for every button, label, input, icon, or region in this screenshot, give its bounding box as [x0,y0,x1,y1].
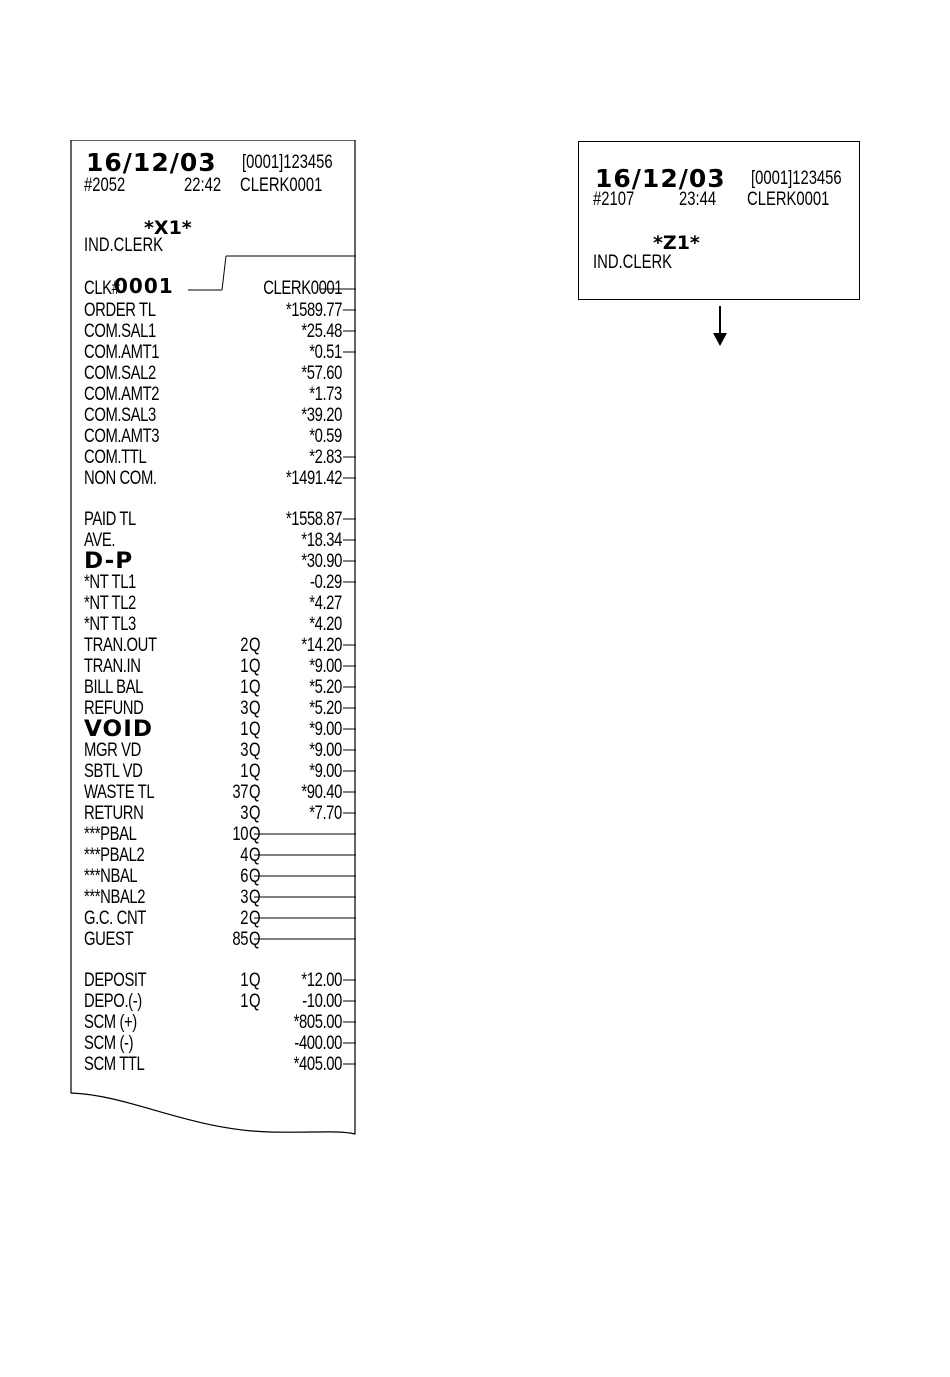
row-amount: *25.48 [301,321,342,342]
row-label: ORDER TL [84,300,156,321]
row-count: 3 [240,887,248,908]
row-label: COM.SAL2 [84,363,156,384]
row-label: COM.SAL3 [84,405,156,426]
row-count: 3 [240,803,248,824]
x-report-receipt [70,140,356,1140]
row-count: 6 [240,866,248,887]
row-label: WASTE TL [84,782,155,803]
row-label: REFUND [84,698,144,719]
row-count: 1 [240,677,248,698]
row-label: SBTL VD [84,761,143,782]
row-count: 1 [240,761,248,782]
row-count: 1 [240,970,248,991]
row-amount: *4.27 [309,593,342,614]
row-amount: *57.60 [301,363,342,384]
row-quantity-unit: Q [249,761,261,782]
row-label: ***PBAL2 [84,845,145,866]
clerk-name: CLERK0001 [240,175,323,196]
row-count: 1 [240,991,248,1012]
row-amount: *1491.42 [285,468,342,489]
row-amount: *18.34 [301,530,342,551]
row-quantity-unit: Q [249,887,261,908]
row-amount: *405.00 [293,1054,342,1075]
row-label: DEPOSIT [84,970,147,991]
row-amount: *90.40 [301,782,342,803]
row-label: TRAN.IN [84,656,141,677]
row-label: ***PBAL [84,824,137,845]
row-quantity-unit: Q [249,719,261,740]
row-label: *NT TL3 [84,614,136,635]
row-quantity-unit: Q [249,656,261,677]
row-label: TRAN.OUT [84,635,157,656]
row-amount: -400.00 [294,1033,342,1054]
row-count: 3 [240,740,248,761]
receipt-time: 22:42 [184,175,222,196]
row-count: 37 [232,782,248,803]
row-label: D-P [84,549,134,574]
row-label: SCM (+) [84,1012,137,1033]
row-amount: *1.73 [309,384,342,405]
report-name: IND.CLERK [84,235,164,256]
clerk-name-row: CLERK0001 [263,278,342,299]
row-amount: *4.20 [309,614,342,635]
row-amount: *30.90 [301,551,342,572]
row-label: VOID [84,717,154,742]
z-clerk-name: CLERK0001 [747,189,830,210]
row-label: COM.AMT2 [84,384,160,405]
row-count: 85 [232,929,248,950]
row-quantity-unit: Q [249,782,261,803]
row-quantity-unit: Q [249,635,261,656]
consecutive-number: #2052 [84,175,126,196]
row-count: 2 [240,635,248,656]
row-quantity-unit: Q [249,698,261,719]
row-amount: *9.00 [309,761,342,782]
row-amount: *2.83 [309,447,342,468]
row-quantity-unit: Q [249,908,261,929]
row-amount: *0.51 [309,342,342,363]
row-amount: *0.59 [309,426,342,447]
row-label: BILL BAL [84,677,143,698]
row-label: *NT TL1 [84,572,136,593]
down-arrow-icon [708,306,732,348]
row-quantity-unit: Q [249,929,261,950]
row-amount: *1558.87 [285,509,342,530]
row-amount: *5.20 [309,677,342,698]
row-amount: *9.00 [309,656,342,677]
row-quantity-unit: Q [249,970,261,991]
row-label: DEPO.(-) [84,991,142,1012]
row-quantity-unit: Q [249,677,261,698]
z-report-name: IND.CLERK [593,252,673,273]
row-quantity-unit: Q [249,845,261,866]
row-count: 3 [240,698,248,719]
row-amount: -0.29 [310,572,342,593]
row-amount: *5.20 [309,698,342,719]
row-label: SCM TTL [84,1054,145,1075]
row-amount: *14.20 [301,635,342,656]
row-count: 2 [240,908,248,929]
row-count: 4 [240,845,248,866]
row-label: COM.TTL [84,447,147,468]
row-label: AVE. [84,530,116,551]
row-label: SCM (-) [84,1033,134,1054]
row-quantity-unit: Q [249,824,261,845]
report-mode: *X1* [144,217,192,239]
clerk-code-value: 0001 [114,274,174,298]
z-consecutive-number: #2107 [593,189,635,210]
row-amount: *9.00 [309,740,342,761]
row-amount: -10.00 [302,991,342,1012]
row-label: MGR VD [84,740,141,761]
callout-leader-lines [70,140,356,1140]
row-amount: *7.70 [309,803,342,824]
z-report-receipt [578,141,860,300]
row-quantity-unit: Q [249,803,261,824]
terminal-id: [0001]123456 [242,152,333,173]
row-amount: *1589.77 [285,300,342,321]
row-quantity-unit: Q [249,991,261,1012]
row-amount: *805.00 [293,1012,342,1033]
row-amount: *12.00 [301,970,342,991]
clerk-code-label: CLK# [84,278,120,299]
row-count: 1 [240,719,248,740]
row-label: G.C. CNT [84,908,146,929]
row-label: RETURN [84,803,144,824]
z-report-mode: *Z1* [653,232,700,254]
z-terminal-id: [0001]123456 [751,168,842,189]
row-label: *NT TL2 [84,593,136,614]
row-label: COM.SAL1 [84,321,156,342]
row-quantity-unit: Q [249,866,261,887]
row-label: GUEST [84,929,134,950]
z-receipt-date: 16/12/03 [595,164,726,193]
row-label: NON COM. [84,468,157,489]
row-amount: *39.20 [301,405,342,426]
leader-line [222,256,226,290]
row-label: ***NBAL [84,866,138,887]
row-label: PAID TL [84,509,136,530]
row-quantity-unit: Q [249,740,261,761]
row-label: COM.AMT1 [84,342,160,363]
row-label: ***NBAL2 [84,887,146,908]
z-receipt-time: 23:44 [679,189,717,210]
row-count: 1 [240,656,248,677]
receipt-date: 16/12/03 [86,148,217,177]
row-label: COM.AMT3 [84,426,160,447]
row-amount: *9.00 [309,719,342,740]
row-count: 10 [232,824,248,845]
